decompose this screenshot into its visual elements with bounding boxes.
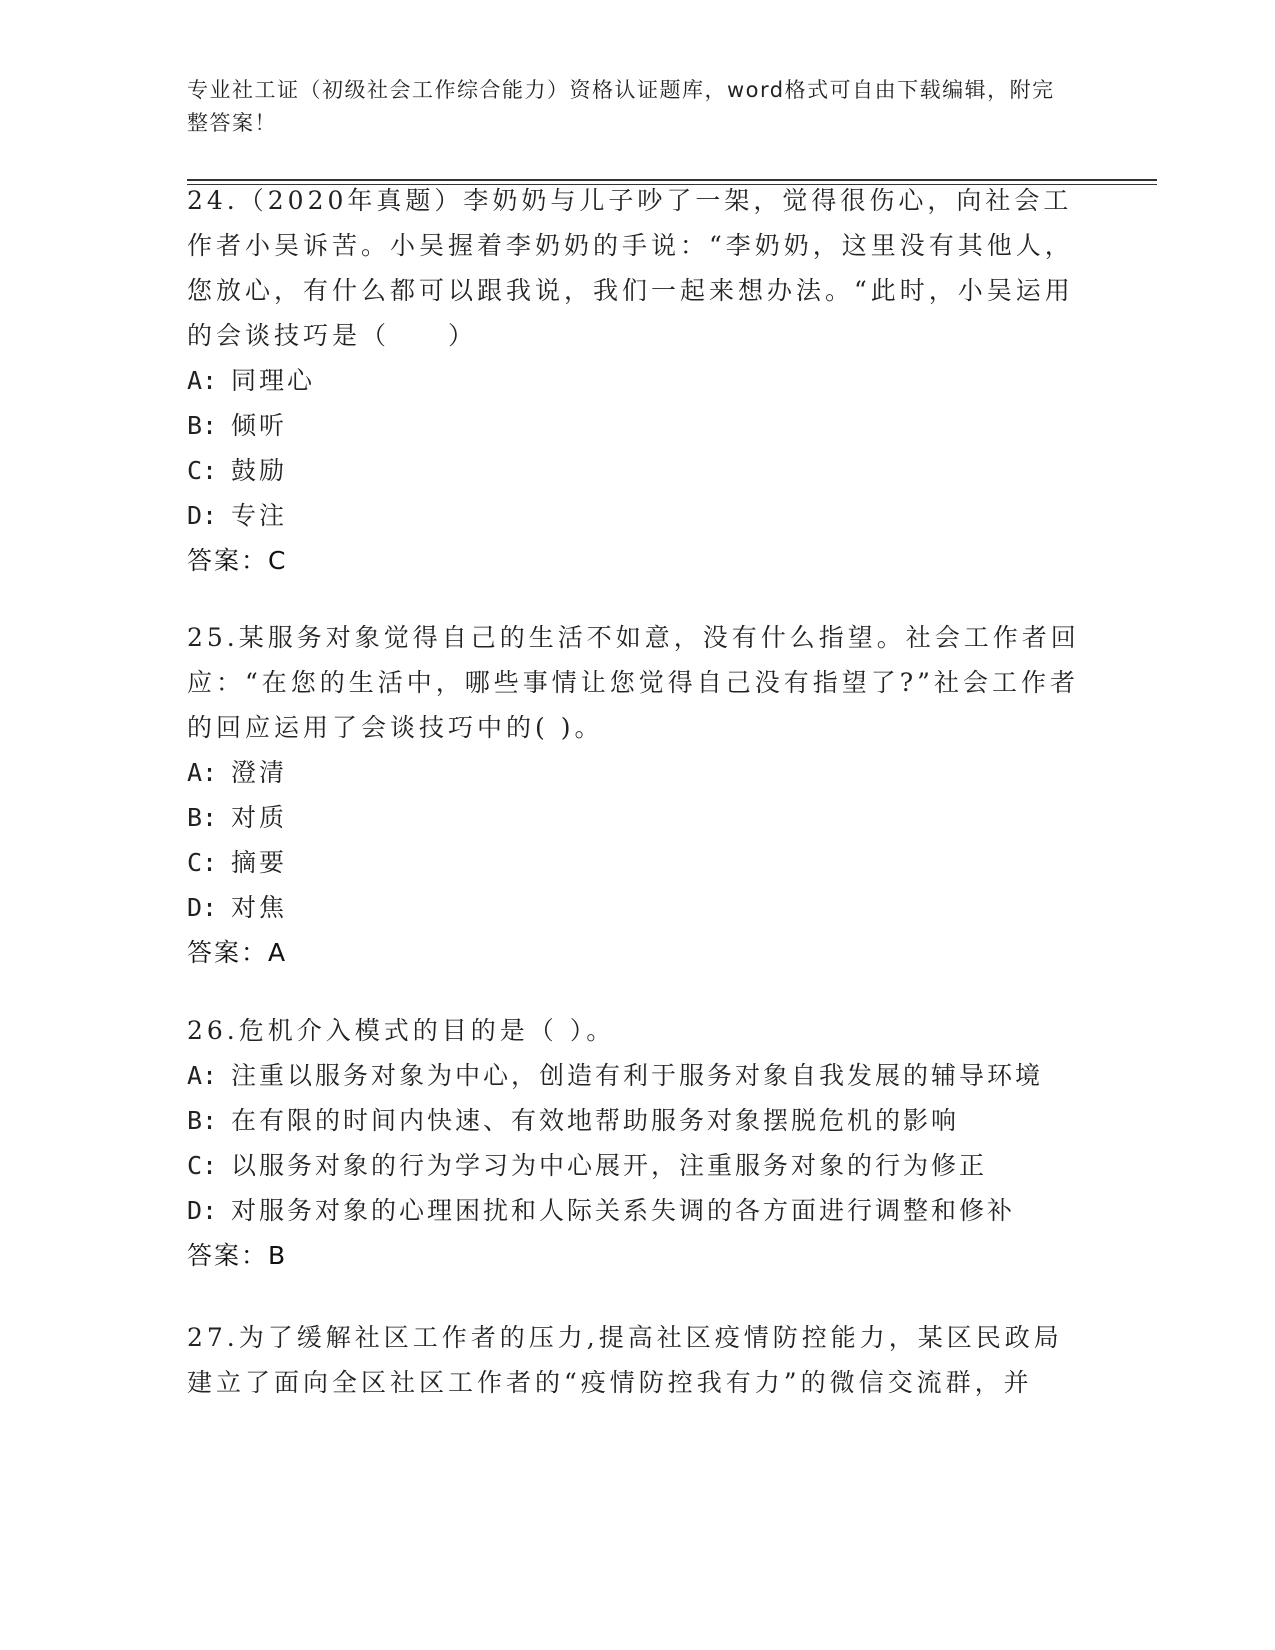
- document-header: 专业社工证（初级社会工作综合能力）资格认证题库，word格式可自由下载编辑，附完整答案！: [187, 78, 1055, 135]
- answer-line: [187, 930, 1087, 975]
- answer-label: 答案：: [187, 546, 269, 575]
- question-27: [187, 1315, 1087, 1405]
- answer-value: B: [268, 1241, 286, 1270]
- question-text: 27.为了缓解社区工作者的压力,提高社区疫情防控能力，某区民政局建立了面向全区社区工作者的“疫情防控我有力”的微信交流群，并: [187, 1323, 1063, 1397]
- option-text: 鼓励: [231, 456, 288, 485]
- option-b: [187, 795, 1087, 840]
- option-key: D:: [187, 1196, 218, 1225]
- option-key: C:: [187, 848, 218, 877]
- option-text: 以服务对象的行为学习为中心展开，注重服务对象的行为修正: [231, 1151, 988, 1180]
- question-25: [187, 615, 1087, 975]
- option-text: 注重以服务对象为中心，创造有利于服务对象自我发展的辅导环境: [231, 1061, 1044, 1090]
- answer-value: A: [268, 938, 286, 967]
- option-key: A:: [187, 758, 218, 787]
- question-24: [187, 178, 1087, 583]
- option-text: 在有限的时间内快速、有效地帮助服务对象摆脱危机的影响: [231, 1106, 960, 1135]
- option-text: 澄清: [231, 758, 288, 787]
- option-text: 专注: [231, 501, 288, 530]
- option-key: C:: [187, 1151, 218, 1180]
- question-text: 24.（2020年真题）李奶奶与儿子吵了一架，觉得很伤心，向社会工作者小吴诉苦。小吴握着李奶奶的手说：“李奶奶，这里没有其他人，您放心，有什么都可以跟我说，我们一起来想办法。“此时，小吴运用的会谈技巧是（ ）: [187, 186, 1074, 350]
- question-text: 26.危机介入模式的目的是（ ）。: [187, 1016, 616, 1045]
- option-c: [187, 448, 1087, 493]
- option-key: B:: [187, 411, 218, 440]
- option-a: [187, 750, 1087, 795]
- option-key: B:: [187, 1106, 218, 1135]
- answer-label: 答案：: [187, 938, 269, 967]
- option-text: 对焦: [231, 893, 288, 922]
- option-text: 同理心: [231, 366, 316, 395]
- answer-label: 答案：: [187, 1241, 269, 1270]
- option-a: [187, 358, 1087, 403]
- answer-value: C: [268, 546, 286, 575]
- option-b: [187, 403, 1087, 448]
- option-key: B:: [187, 803, 218, 832]
- option-a: [187, 1053, 1087, 1098]
- option-b: [187, 1098, 1087, 1143]
- option-key: D:: [187, 893, 218, 922]
- option-text: 倾听: [231, 411, 288, 440]
- option-d: [187, 1188, 1087, 1233]
- answer-line: [187, 1233, 1087, 1278]
- option-key: C:: [187, 456, 218, 485]
- option-key: D:: [187, 501, 218, 530]
- option-text: 对质: [231, 803, 288, 832]
- answer-line: [187, 538, 1087, 583]
- option-c: [187, 1143, 1087, 1188]
- question-26: [187, 1008, 1087, 1278]
- option-d: [187, 493, 1087, 538]
- question-text: 25.某服务对象觉得自己的生活不如意，没有什么指望。社会工作者回应：“在您的生活中，哪些事情让您觉得自己没有指望了?”社会工作者的回应运用了会谈技巧中的( )。: [187, 623, 1080, 742]
- option-text: 摘要: [231, 848, 288, 877]
- option-d: [187, 885, 1087, 930]
- option-c: [187, 840, 1087, 885]
- option-key: A:: [187, 1061, 218, 1090]
- option-text: 对服务对象的心理困扰和人际关系失调的各方面进行调整和修补: [231, 1196, 1016, 1225]
- option-key: A:: [187, 366, 218, 395]
